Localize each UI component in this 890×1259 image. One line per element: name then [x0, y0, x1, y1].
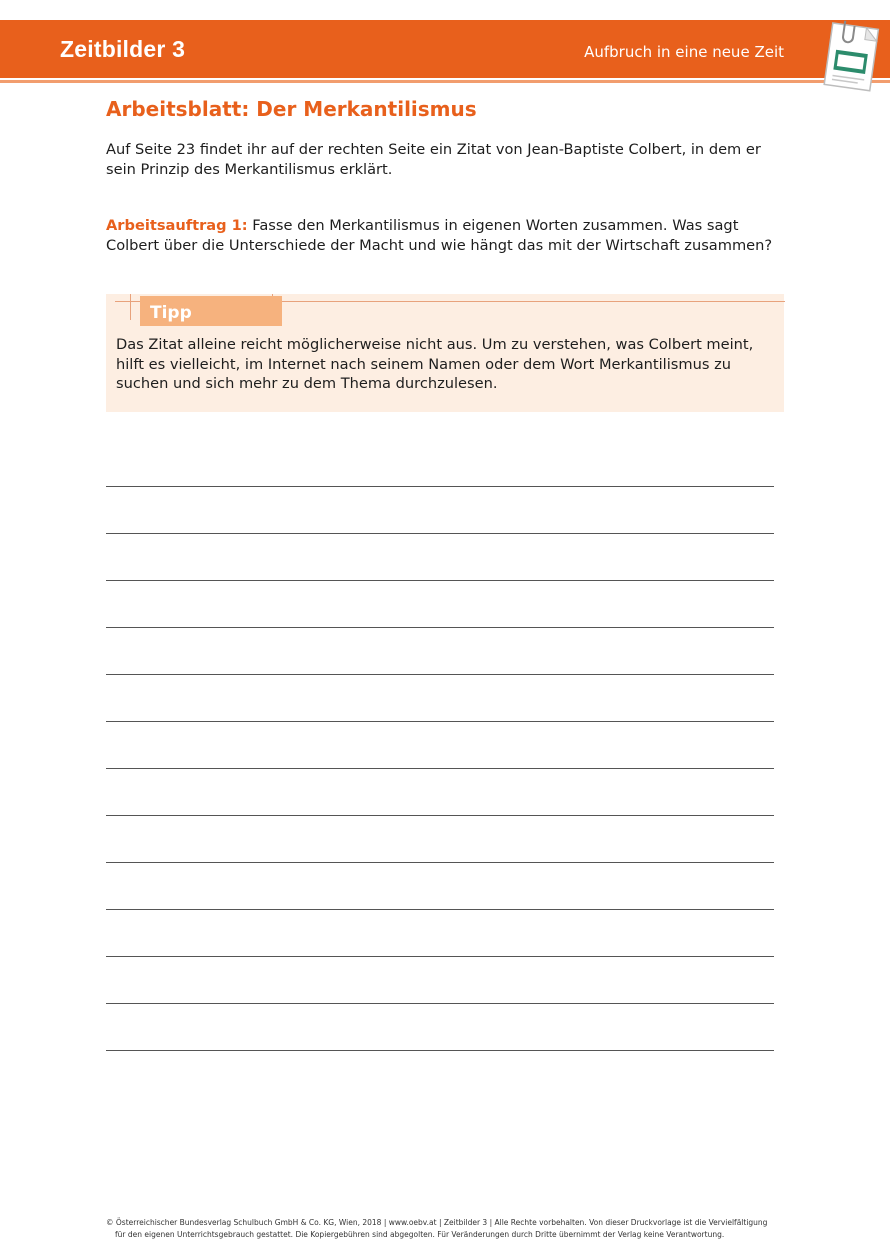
- footer-line: © Österreichischer Bundesverlag Schulbuch GmbH & Co. KG, Wien, 2018 | www.oebv.at | Zeitbilder 3 | Alle Rechte vorbehalten. Von dieser Druckvorlage ist die Vervielfältigung: [106, 1218, 768, 1227]
- answer-line[interactable]: [106, 721, 774, 722]
- footer-copyright: [106, 1217, 786, 1241]
- worksheet-icon: [816, 18, 888, 100]
- task-label: Arbeitsauftrag 1:: [106, 217, 248, 234]
- tip-tick: [130, 294, 131, 320]
- page-title: Arbeitsblatt: Der Merkantilismus: [106, 97, 477, 121]
- answer-line[interactable]: [106, 909, 774, 910]
- chapter-title: Aufbruch in eine neue Zeit: [584, 43, 784, 61]
- tip-label: Tipp: [140, 296, 282, 326]
- answer-line[interactable]: [106, 580, 774, 581]
- answer-line[interactable]: [106, 627, 774, 628]
- answer-line[interactable]: [106, 862, 774, 863]
- answer-line[interactable]: [106, 486, 774, 487]
- task-paragraph: [106, 216, 786, 256]
- header-divider: [0, 80, 890, 83]
- answer-line[interactable]: [106, 1050, 774, 1051]
- answer-line[interactable]: [106, 1003, 774, 1004]
- tip-text: Das Zitat alleine reicht möglicherweise nicht aus. Um zu verstehen, was Colbert meint, hilft es vielleicht, im Internet nach seinem Namen oder dem Wort Merkantilismus zu suchen und sich mehr zu dem Thema durchzulesen.: [116, 336, 754, 392]
- intro-paragraph: Auf Seite 23 findet ihr auf der rechten Seite ein Zitat von Jean-Baptiste Colbert, in dem er sein Prinzip des Merkantilismus erklärt.: [106, 141, 761, 178]
- answer-line[interactable]: [106, 674, 774, 675]
- answer-line[interactable]: [106, 815, 774, 816]
- book-title: Zeitbilder 3: [60, 36, 186, 62]
- footer-line: für den eigenen Unterrichtsgebrauch gestattet. Die Kopiergebühren sind abgegolten. Für Veränderungen durch Dritte übernimmt der Verlag keine Verantwortung.: [115, 1230, 725, 1239]
- task-text: Fasse den Merkantilismus in eigenen Worten zusammen. Was sagt Colbert über die Unterschiede der Macht und wie hängt das mit der Wirtschaft zusammen?: [106, 217, 773, 254]
- answer-line[interactable]: [106, 768, 774, 769]
- answer-line[interactable]: [106, 956, 774, 957]
- answer-line[interactable]: [106, 533, 774, 534]
